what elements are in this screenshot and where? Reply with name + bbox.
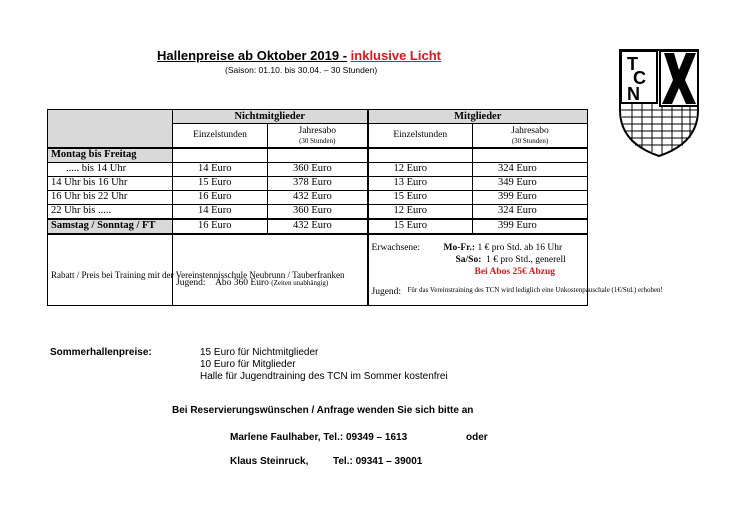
- price-cell: 432 Euro: [268, 190, 368, 204]
- table-row: [48, 176, 588, 190]
- col-annual-nm: Jahresabo (30 Stunden): [268, 124, 368, 148]
- price-cell: 360 Euro: [268, 204, 368, 219]
- adult-rabatt: Erwachsene: Mo-Fr.: 1 € pro Std. ab 16 Uhr Sa/So: 1 € pro Std., generell Bei Abos 25€ Abzug Jugend: Für das Vereinstraining des TCN wird lediglich eine Unkostenpauschale (1€/Std.) erhoben!: [368, 234, 588, 306]
- tcn-club-logo: [618, 48, 700, 158]
- title-main: Hallenpreise ab Oktober 2019 -: [157, 48, 348, 63]
- contact-steinruck-tel: Tel.: 09341 – 39001: [333, 456, 423, 467]
- summer-line: Halle für Jugendtraining des TCN im Sommer kostenfrei: [200, 371, 448, 382]
- table-row: [48, 162, 588, 176]
- summer-label: Sommerhallenpreise:: [50, 347, 152, 358]
- row-label: ..... bis 14 Uhr: [48, 162, 173, 176]
- svg-text:N: N: [627, 84, 640, 104]
- svg-text:T: T: [627, 54, 638, 74]
- price-cell: 324 Euro: [473, 204, 588, 219]
- row-label-weekend: Samstag / Sonntag / FT: [48, 219, 173, 234]
- section-weekdays: Montag bis Freitag: [48, 148, 173, 163]
- contact-steinruck-name: Klaus Steinruck,: [230, 456, 309, 467]
- price-cell: 399 Euro: [473, 219, 588, 234]
- price-cell: 15 Euro: [368, 190, 473, 204]
- price-cell: 15 Euro: [173, 176, 268, 190]
- price-cell: 12 Euro: [368, 204, 473, 219]
- col-annual-m: Jahresabo (30 Stunden): [473, 124, 588, 148]
- row-label: 22 Uhr bis .....: [48, 204, 173, 219]
- youth-rabatt: Jugend: Abo 360 Euro (Zeiten unabhängig): [173, 234, 368, 306]
- price-cell: 432 Euro: [268, 219, 368, 234]
- svg-text:C: C: [633, 68, 646, 88]
- price-cell: 324 Euro: [473, 162, 588, 176]
- summer-line: 15 Euro für Nichtmitglieder: [200, 347, 319, 358]
- table-row: [48, 219, 588, 234]
- price-cell: 16 Euro: [173, 219, 268, 234]
- header-corner: [48, 110, 173, 148]
- price-cell: 16 Euro: [173, 190, 268, 204]
- col-single-m: Einzelstunden: [368, 124, 473, 148]
- col-single-nm: Einzelstunden: [173, 124, 268, 148]
- season-subtitle: (Saison: 01.10. bis 30.04. – 30 Stunden): [225, 65, 378, 75]
- price-table: [47, 109, 663, 306]
- title-highlight: inklusive Licht: [350, 48, 441, 63]
- contact-faulhaber: Marlene Faulhaber, Tel.: 09349 – 1613: [230, 432, 408, 443]
- table-row: [48, 204, 588, 219]
- reservation-text: Bei Reservierungswünschen / Anfrage wenden Sie sich bitte an: [172, 405, 474, 416]
- price-cell: 378 Euro: [268, 176, 368, 190]
- price-cell: 14 Euro: [173, 162, 268, 176]
- price-cell: 360 Euro: [268, 162, 368, 176]
- price-cell: 15 Euro: [368, 219, 473, 234]
- price-cell: 12 Euro: [368, 162, 473, 176]
- table-row: [48, 190, 588, 204]
- header-members: Mitglieder: [368, 110, 588, 124]
- row-label: 14 Uhr bis 16 Uhr: [48, 176, 173, 190]
- summer-line: 10 Euro für Mitglieder: [200, 359, 296, 370]
- price-cell: 399 Euro: [473, 190, 588, 204]
- header-non-members: Nichtmitglieder: [173, 110, 368, 124]
- price-cell: 349 Euro: [473, 176, 588, 190]
- price-cell: 14 Euro: [173, 204, 268, 219]
- row-label: 16 Uhr bis 22 Uhr: [48, 190, 173, 204]
- price-cell: 13 Euro: [368, 176, 473, 190]
- contact-or: oder: [466, 432, 488, 443]
- rabatt-label: Rabatt / Preis bei Training mit der Vereinstennisschule Neubrunn / Tauberfranken: [48, 234, 173, 306]
- page-title: [157, 48, 441, 63]
